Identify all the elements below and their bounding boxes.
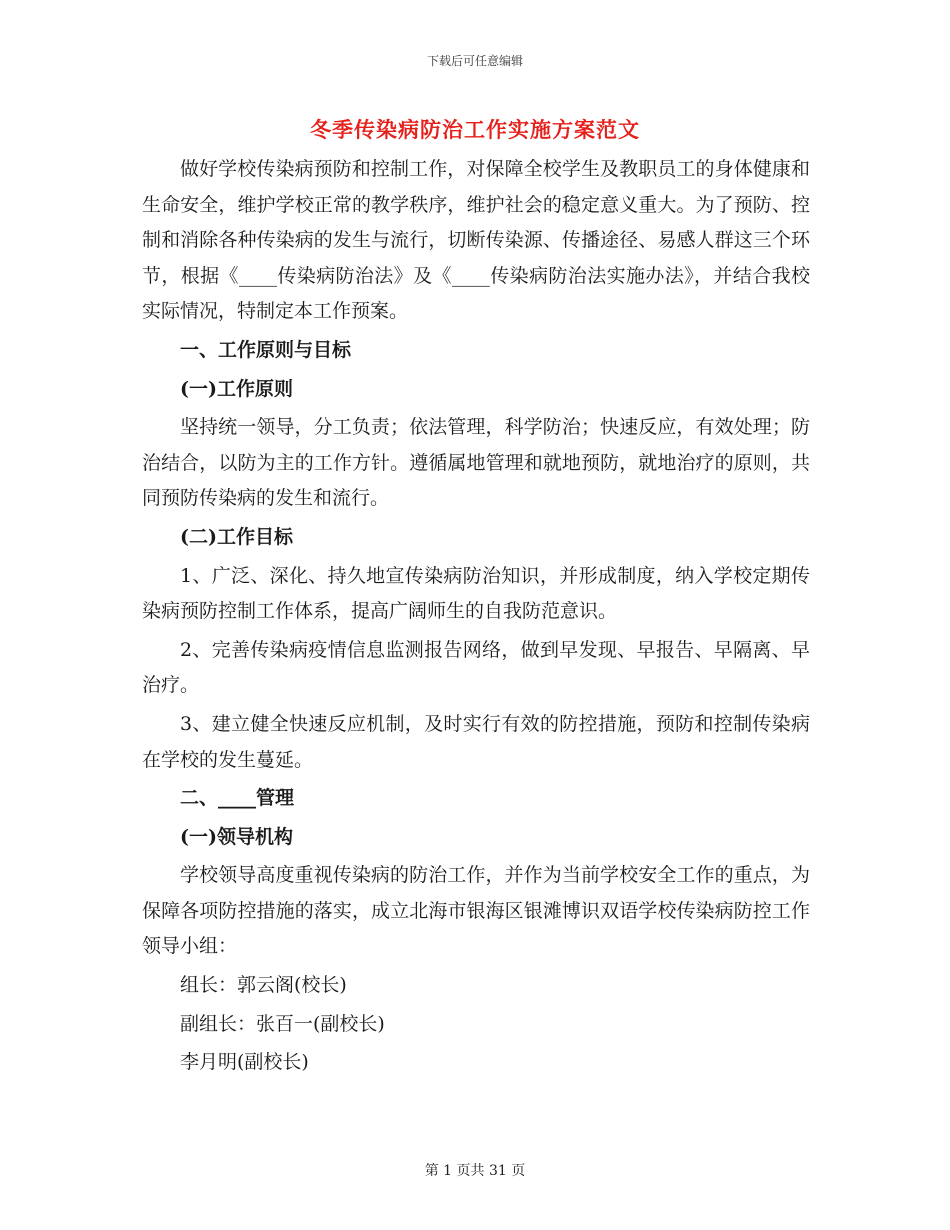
section-1-sub-2-heading: (二)工作目标 xyxy=(180,525,293,548)
goal-3-paragraph: 3、建立健全快速反应机制，及时实行有效的防控措施，预防和控制传染病在学校的发生蔓延。 xyxy=(142,712,810,771)
goal-1-paragraph: 1、广泛、深化、持久地宣传染病防治知识，并形成制度，纳入学校定期传染病预防控制工作体系，提高广阔师生的自我防范意识。 xyxy=(142,564,810,623)
page-header: 下载后可任意编辑 xyxy=(426,54,523,68)
section-1-heading: 一、工作原则与目标 xyxy=(180,338,352,361)
leader-line: 组长：郭云阁(校长) xyxy=(180,974,347,997)
deputy-leader-line: 副组长：张百一(副校长) xyxy=(180,1012,385,1035)
section-1-sub-1-heading: (一)工作原则 xyxy=(180,377,293,400)
section-2-heading: 二、____管理 xyxy=(180,787,295,810)
work-principle-paragraph: 坚持统一领导，分工负责；依法管理，科学防治；快速反应，有效处理；防治结合，以防为主的工作方针。遵循属地管理和就地预防，就地治疗的原则，共同预防传染病的发生和流行。 xyxy=(142,416,810,510)
page-footer: 第 1 页共 31 页 xyxy=(424,1163,526,1179)
goal-2-paragraph: 2、完善传染病疫情信息监测报告网络，做到早发现、早报告、早隔离、早治疗。 xyxy=(142,638,810,697)
section-2-sub-1-heading: (一)领导机构 xyxy=(180,825,293,848)
deputy-leader-line-2: 李月明(副校长) xyxy=(180,1051,309,1074)
intro-paragraph: 做好学校传染病预防和控制工作，对保障全校学生及教职员工的身体健康和生命安全，维护学校正常的教学秩序，维护社会的稳定意义重大。为了预防、控制和消除各种传染病的发生与流行，切断传染源、传播途径、易感人群这三个环节，根据《____传染病防治法》及《____传染病防治法实施办法》，并结合我校实际情况，特制定本工作预案。 xyxy=(142,158,810,323)
document-title: 冬季传染病防治工作实施方案范文 xyxy=(310,117,640,142)
document-body xyxy=(142,152,810,1081)
leadership-paragraph: 学校领导高度重视传染病的防治工作，并作为当前学校安全工作的重点，为保障各项防控措施的落实，成立北海市银海区银滩博识双语学校传染病防控工作领导小组： xyxy=(142,864,810,958)
